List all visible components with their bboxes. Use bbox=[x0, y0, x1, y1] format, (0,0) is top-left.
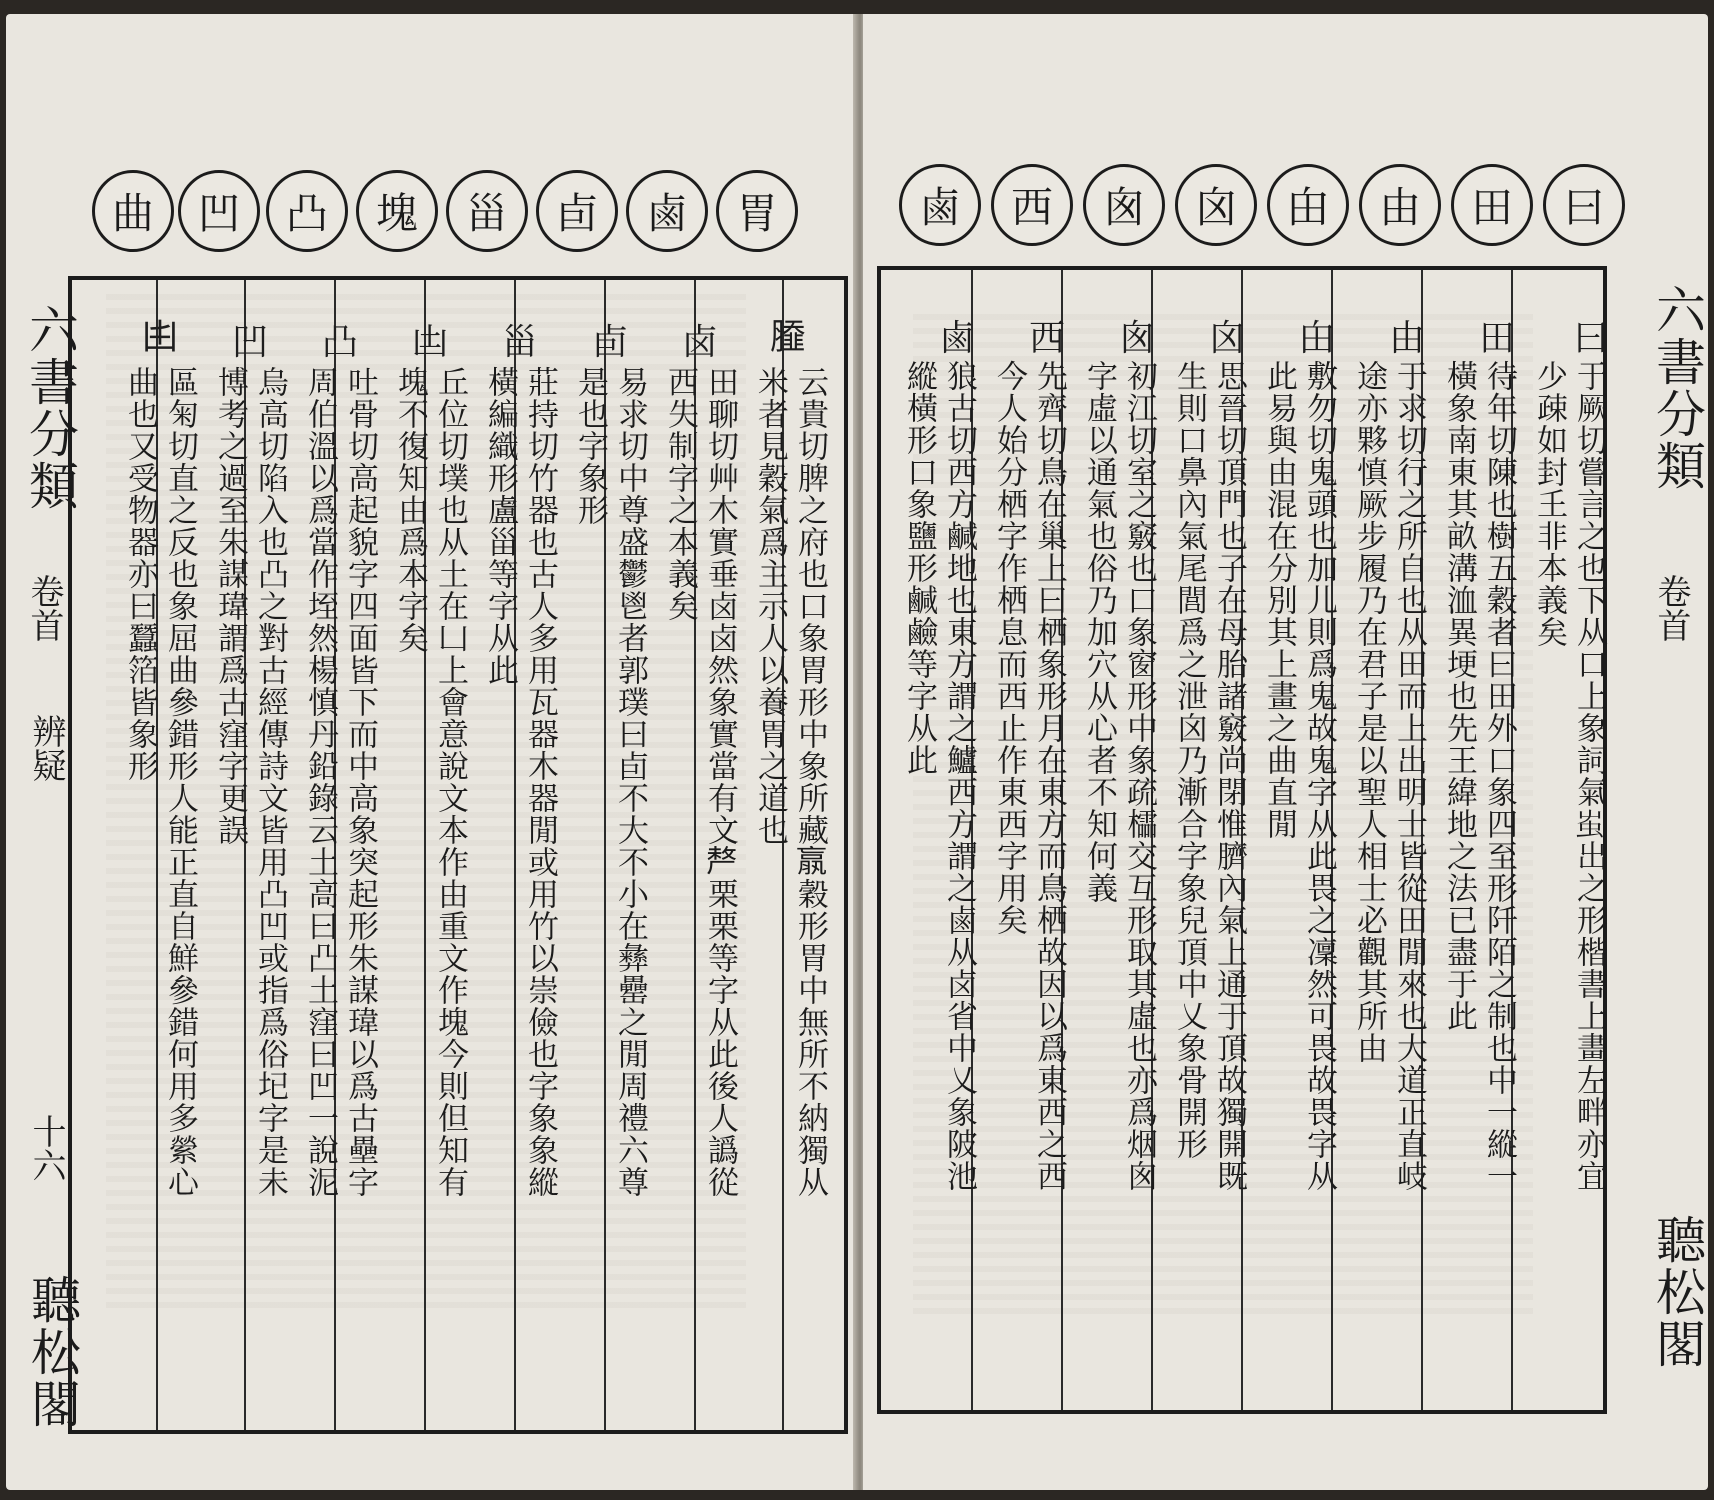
entry-text: 塊不復知由爲本字矣 bbox=[392, 366, 428, 654]
header-seal: 囟 bbox=[1175, 164, 1257, 246]
entry-glyph: 𠙹 bbox=[141, 317, 178, 358]
entry-text: 易求切中尊盛鬱鬯者郭璞曰卣不大不小在彝罍之閒周禮六尊 bbox=[612, 366, 648, 1198]
book-title: 六書分類 bbox=[1648, 284, 1706, 492]
header-seal: 由 bbox=[1359, 164, 1441, 246]
entry-text: 田聊切艸木實垂卤卤然象實當有文𠩺栗栗等字从此後人譌從 bbox=[702, 366, 738, 1198]
entry-glyph: 西 bbox=[1028, 318, 1065, 359]
header-seal: 西 bbox=[991, 164, 1073, 246]
entry-text: 莊持切竹器也古人多用瓦器木器閒或用竹以崇儉也字象象縱 bbox=[522, 366, 558, 1198]
entry-text: 吐骨切高起貌字四面皆下而中高象突起形朱謀瑋以爲古壘字 bbox=[342, 366, 378, 1198]
entry-text: 云貴切脾之府也口象胃形中象所藏𣎆穀形胃中無所不納獨从 bbox=[792, 366, 828, 1198]
entry-text: 橫象南東其畝溝洫異埂也先王緯地之法已盡于此 bbox=[1441, 360, 1477, 1032]
entry-text: 是也字象形 bbox=[572, 366, 608, 526]
entry-text: 西失制字之本義矣 bbox=[662, 366, 698, 622]
right-page bbox=[863, 14, 1708, 1490]
entry-glyph: 由 bbox=[1388, 318, 1425, 359]
header-seal: 凹 bbox=[178, 170, 260, 252]
entry-text: 思晉切頂門也子在母胎諸竅尚閉惟臍內氣上通于頂故獨開既 bbox=[1211, 360, 1247, 1192]
entry-glyph: 凹 bbox=[231, 322, 268, 363]
entry-text: 初江切室之竅也口象窗形中象疏櫺交互形取其虛也亦爲烟囪 bbox=[1121, 360, 1157, 1192]
header-seal: 曲 bbox=[92, 170, 174, 252]
entry-glyph: 甾 bbox=[501, 322, 538, 363]
entry-glyph: 卣 bbox=[591, 322, 628, 363]
entry-text: 待年切陳也樹五穀者曰田外口象四至形阡陌之制也中一縱一 bbox=[1481, 360, 1517, 1192]
header-seal: 鹵 bbox=[626, 170, 708, 252]
left-page bbox=[6, 14, 859, 1490]
entry-text: 區匊切直之反也象屈曲參錯形人能正直自鮮參錯何用多縈心 bbox=[162, 366, 198, 1198]
entry-glyph: 𦠿 bbox=[769, 317, 806, 358]
entry-text: 博考之過至朱謀瑋謂爲古窪字更誤 bbox=[212, 366, 248, 846]
header-seal: 田 bbox=[1451, 164, 1533, 246]
entry-glyph: 田 bbox=[1478, 318, 1515, 359]
entry-text: 于求切行之所自也从田而上出明士皆從田閒來也大道正直岐 bbox=[1391, 360, 1427, 1192]
header-seal: 曰 bbox=[1543, 164, 1625, 246]
entry-text: 今人始分栖字作栖息而西止作東西字用矣 bbox=[991, 360, 1027, 936]
entry-text: 途亦夥慎厥步履乃在君子是以聖人相士必觀其所由 bbox=[1351, 360, 1387, 1064]
book-title: 六書分類 bbox=[21, 304, 79, 512]
header-seal: 鹵 bbox=[899, 164, 981, 246]
entry-glyph: 凸 bbox=[321, 322, 358, 363]
volume-label: 卷首 bbox=[1651, 574, 1691, 642]
entry-text: 此易與由混在分別其上畫之曲直閒 bbox=[1261, 360, 1297, 840]
entry-text: 生則口鼻內氣尾閭爲之泄囟乃漸合字象兒頂中乂象骨開形 bbox=[1171, 360, 1207, 1160]
section-label: 辨疑 bbox=[26, 714, 66, 782]
entry-text: 狼古切西方鹹地也東方謂之鱸西方謂之鹵从卤省中乂象陂池 bbox=[941, 360, 977, 1192]
page-number: 十六 bbox=[26, 1114, 66, 1182]
entry-glyph: 甶 bbox=[1298, 318, 1335, 359]
entry-glyph: 囪 bbox=[1118, 318, 1155, 359]
entry-text: 縱橫形口象鹽形鹹鹼等字从此 bbox=[901, 360, 937, 776]
entry-glyph: 囟 bbox=[1208, 318, 1245, 359]
entry-text: 米者見穀氣爲主示人以養胃之道也 bbox=[752, 366, 788, 846]
entry-text: 敷勿切鬼頭也加儿則爲鬼故鬼字从此畏之凜然可畏故畏字从 bbox=[1301, 360, 1337, 1192]
header-seal: 塊 bbox=[356, 170, 438, 252]
entry-text: 少疎如封𡈼非本義矣 bbox=[1531, 360, 1567, 648]
entry-text: 周伯溫以爲當作垤然楊慎丹鉛錄云土高曰凸土窪曰凹一說泥 bbox=[302, 366, 338, 1198]
header-seal: 甾 bbox=[446, 170, 528, 252]
entry-text: 字虛以通氣也俗乃加穴从心者不知何義 bbox=[1081, 360, 1117, 904]
entry-text: 曲也又受物器亦曰蠶箔皆象形 bbox=[122, 366, 158, 782]
entry-text: 先齊切鳥在巢上曰栖象形月在東方而鳥栖故因以爲東西之西 bbox=[1031, 360, 1067, 1192]
entry-text: 于厥切嘗言之也下从口上象詞氣𧈪出之形楷書上畫左畔亦宜 bbox=[1571, 360, 1607, 1192]
header-seal: 甶 bbox=[1267, 164, 1349, 246]
entry-glyph: 曰 bbox=[1572, 318, 1609, 359]
entry-glyph: 鹵 bbox=[938, 318, 975, 359]
header-seal: 凸 bbox=[266, 170, 348, 252]
hall-name: 聽松閣 bbox=[23, 1274, 81, 1430]
header-seal: 囪 bbox=[1083, 164, 1165, 246]
header-seal: 胃 bbox=[716, 170, 798, 252]
entry-glyph: 卤 bbox=[681, 322, 718, 363]
entry-glyph: 凷 bbox=[411, 322, 448, 363]
header-seal: 卣 bbox=[536, 170, 618, 252]
volume-label: 卷首 bbox=[24, 574, 64, 642]
entry-text: 丘位切墣也从土在凵上會意說文本作由重文作塊今則但知有 bbox=[432, 366, 468, 1198]
entry-text: 橫編織形盧甾等字从此 bbox=[482, 366, 518, 686]
hall-name: 聽松閣 bbox=[1648, 1214, 1706, 1370]
entry-text: 烏高切陷入也凸之對古經傳詩文皆用凸凹或指爲俗𡉏字是未 bbox=[252, 366, 288, 1198]
